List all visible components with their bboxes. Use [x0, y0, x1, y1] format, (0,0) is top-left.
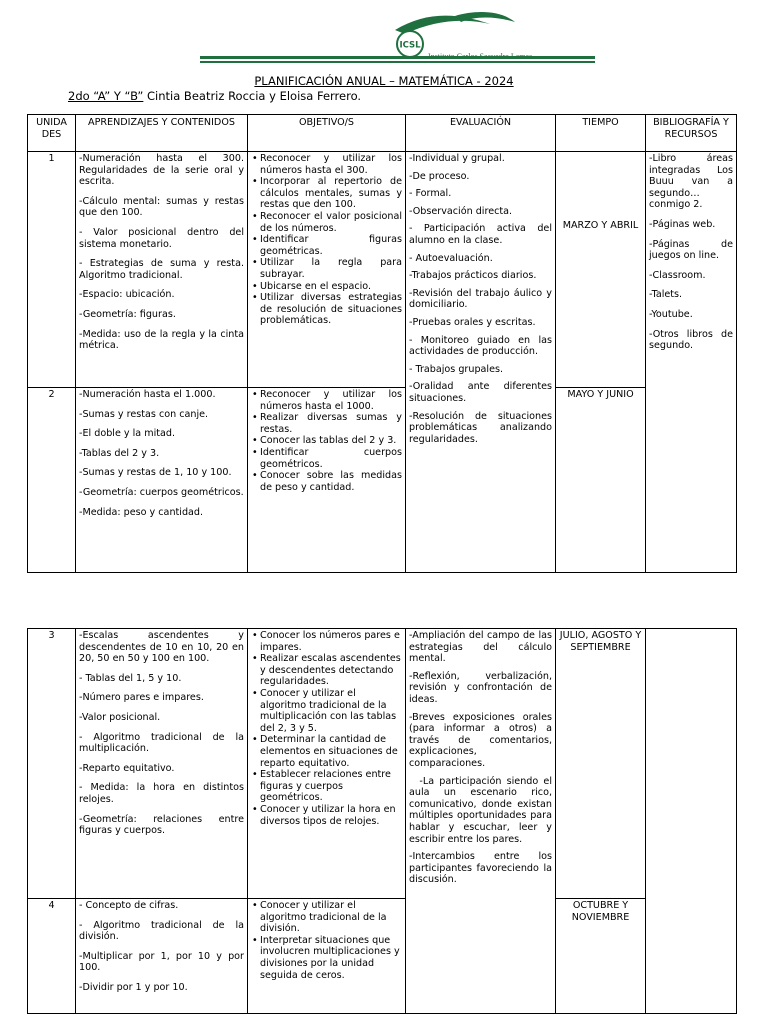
content-item: -Escalas ascendentes y descendentes de 10 en 10, 20 en 20, 50 en 50 y 100 en 100.	[79, 630, 244, 665]
col-header-evaluation: EVALUACIÓN	[406, 115, 556, 152]
evaluation-item: -Pruebas orales y escritas.	[409, 316, 536, 328]
content-item: -Dividir por 1 y por 10.	[79, 981, 188, 993]
page-subtitle	[68, 89, 361, 103]
header-rule-thin	[200, 61, 595, 63]
objective-item: • Ubicarse en el espacio.	[260, 281, 402, 293]
content-item: - Valor posicional dentro del sistema monetario.	[79, 226, 244, 250]
table-row-unit-1	[28, 152, 737, 388]
planning-table-1	[27, 114, 737, 573]
content-item: -Sumas y restas de 1, 10 y 100.	[79, 467, 232, 479]
objective-item: • Conocer y utilizar la hora en diversos tipos de relojes.	[260, 804, 402, 827]
col-header-contents: APRENDIZAJES Y CONTENIDOS	[76, 115, 248, 152]
content-item: -Medida: peso y cantidad.	[79, 506, 204, 518]
objective-item: • Interpretar situaciones que involucren multiplicaciones y divisiones por la unidad seguida de ceros.	[260, 935, 402, 981]
bibliography-item: -Páginas de juegos on line.	[649, 238, 733, 262]
objective-item: • Utilizar diversas estrategias de resolución de situaciones problemáticas.	[260, 292, 402, 327]
content-item: -Tablas del 2 y 3.	[79, 447, 160, 459]
evaluation-item: -Intercambios entre los participantes favoreciendo la discusión.	[409, 851, 552, 886]
unit-contents	[76, 899, 248, 1014]
objective-item: • Reconocer y utilizar los números hasta el 1000.	[260, 389, 402, 412]
letterhead	[0, 0, 768, 70]
unit-contents	[76, 629, 248, 899]
content-item: -Espacio: ubicación.	[79, 289, 175, 301]
unit-contents	[76, 152, 248, 388]
grades-label: 2do “A” Y “B”	[68, 89, 144, 103]
evaluation-cell-2	[406, 629, 556, 1014]
content-item: - Estrategias de suma y resta. Algoritmo tradicional.	[79, 258, 244, 281]
content-item: -El doble y la mitad.	[79, 428, 176, 440]
evaluation-item: -Ampliación del campo de las estrategias del cálculo mental.	[409, 630, 552, 665]
evaluation-item: -Resolución de situaciones problemáticas analizando regularidades.	[409, 410, 552, 445]
content-item: -Número pares e impares.	[79, 692, 204, 704]
unit-contents	[76, 388, 248, 573]
logo-badge-text: ICSL	[399, 40, 421, 51]
objective-item: • Conocer y utilizar el algoritmo tradicional de la división.	[260, 900, 402, 935]
bibliography-cell	[646, 152, 737, 573]
unit-time: JULIO, AGOSTO Y SEPTIEMBRE	[556, 629, 646, 899]
col-header-unit: UNIDA DES	[28, 115, 76, 152]
content-item: -Geometría: cuerpos geométricos.	[79, 486, 244, 498]
evaluation-item: - Autoevaluación.	[409, 252, 493, 264]
bibliography-item: -Otros libros de segundo.	[649, 328, 733, 352]
content-item: -Numeración hasta el 1.000.	[79, 389, 216, 400]
objective-item: • Realizar diversas sumas y restas.	[260, 412, 402, 435]
evaluation-item: - Monitoreo guiado en las actividades de producción.	[409, 334, 552, 358]
evaluation-item: -Individual y grupal.	[409, 153, 505, 164]
unit-objectives	[248, 152, 406, 388]
unit-objectives	[248, 388, 406, 573]
unit-number: 3	[28, 629, 76, 899]
objective-item: • Reconocer y utilizar los números hasta el 300.	[260, 153, 402, 176]
content-item: - Medida: la hora en distintos relojes.	[79, 782, 244, 805]
bibliography-item: -Youtube.	[649, 308, 693, 320]
evaluation-item: -Reflexión, verbalización, revisión y confrontación de ideas.	[409, 670, 552, 705]
content-item: -Numeración hasta el 300. Regularidades de la serie oral y escrita.	[79, 153, 244, 188]
bibliography-item: -Páginas web.	[649, 218, 716, 230]
evaluation-item: - Trabajos grupales.	[409, 363, 504, 375]
evaluation-cell-1	[406, 152, 556, 573]
unit-number: 1	[28, 152, 76, 388]
objective-item: • Conocer los números pares e impares.	[260, 630, 402, 653]
objective-item: • Incorporar al repertorio de cálculos mentales, sumas y restas que den 100.	[260, 176, 402, 211]
evaluation-item: - Participación activa del alumno en la clase.	[409, 223, 552, 246]
content-item: -Sumas y restas con canje.	[79, 408, 209, 420]
evaluation-item: -Trabajos prácticos diarios.	[409, 270, 537, 282]
objective-item: • Identificar figuras geométricas.	[260, 234, 402, 257]
bibliography-item: -Talets.	[649, 289, 683, 301]
objective-item: • Determinar la cantidad de elementos en situaciones de reparto equitativo.	[260, 734, 402, 769]
content-item: -Reparto equitativo.	[79, 762, 175, 774]
objective-item: • Conocer y utilizar el algoritmo tradicional de la multiplicación con las tablas del 2, 3 y 5.	[260, 688, 402, 734]
col-header-bibliography: BIBLIOGRAFÍA Y RECURSOS	[646, 115, 737, 152]
unit-time: MAYO Y JUNIO	[556, 388, 646, 573]
content-item: -Multiplicar por 1, por 10 y por 100.	[79, 950, 244, 974]
objective-item: • Conocer las tablas del 2 y 3.	[260, 435, 402, 447]
content-item: - Tablas del 1, 5 y 10.	[79, 672, 182, 684]
evaluation-item: -Oralidad ante diferentes situaciones.	[409, 381, 552, 404]
bibliography-item: -Classroom.	[649, 269, 706, 281]
teachers-label: Cintia Beatriz Roccia y Eloisa Ferrero.	[143, 89, 362, 103]
col-header-objectives: OBJETIVO/S	[248, 115, 406, 152]
evaluation-item: -Observación directa.	[409, 205, 513, 217]
content-item: -Geometría: relaciones entre figuras y cuerpos.	[79, 813, 244, 837]
table-row-unit-3	[28, 629, 737, 899]
unit-time: OCTUBRE Y NOVIEMBRE	[556, 899, 646, 1014]
objective-item: • Utilizar la regla para subrayar.	[260, 257, 402, 280]
unit-time: MARZO Y ABRIL	[556, 152, 646, 388]
unit-number: 4	[28, 899, 76, 1014]
content-item: - Concepto de cifras.	[79, 900, 179, 911]
table-row-unit-4	[28, 899, 737, 1014]
content-item: - Algoritmo tradicional de la multiplicación.	[79, 731, 244, 755]
objective-item: • Conocer sobre las medidas de peso y cantidad.	[260, 470, 402, 493]
evaluation-item: -Breves exposiciones orales (para informar a otros) a través de comentarios, explicaciones, comparaciones.	[409, 711, 552, 769]
objective-item: • Reconocer el valor posicional de los números.	[260, 211, 402, 234]
content-item: -Valor posicional.	[79, 711, 161, 723]
evaluation-item: - Formal.	[409, 188, 452, 200]
objective-item: • Realizar escalas ascendentes y descendentes detectando regularidades.	[260, 653, 402, 688]
col-header-time: TIEMPO	[556, 115, 646, 152]
page-title: PLANIFICACIÓN ANUAL – MATEMÁTICA - 2024	[254, 74, 514, 88]
table-row-unit-2	[28, 388, 737, 573]
objective-item: • Establecer relaciones entre figuras y cuerpos geométricos.	[260, 769, 402, 804]
content-item: -Cálculo mental: sumas y restas que den 100.	[79, 195, 244, 219]
bibliography-item: -Libro áreas integradas Los Buuu van a segundo… conmigo 2.	[649, 153, 733, 211]
evaluation-item: -De proceso.	[409, 170, 470, 182]
unit-number: 2	[28, 388, 76, 573]
bibliography-cell-empty	[646, 629, 737, 1014]
content-item: -Geometría: figuras.	[79, 308, 176, 320]
evaluation-item: -Revisión del trabajo áulico y domiciliario.	[409, 287, 552, 311]
unit-objectives	[248, 629, 406, 899]
unit-objectives	[248, 899, 406, 1014]
objective-item: • Identificar cuerpos geométricos.	[260, 447, 402, 470]
content-item: - Algoritmo tradicional de la división.	[79, 919, 244, 943]
content-item: -Medida: uso de la regla y la cinta métrica.	[79, 328, 244, 352]
evaluation-item: -La participación siendo el aula un escenario rico, comunicativo, donde existan múltiples oportunidades para hablar y escuchar, leer y escribir entre los pares.	[409, 775, 556, 845]
header-rule-thick	[200, 56, 595, 59]
table-header-row	[28, 115, 737, 152]
planning-table-2	[27, 628, 737, 1014]
